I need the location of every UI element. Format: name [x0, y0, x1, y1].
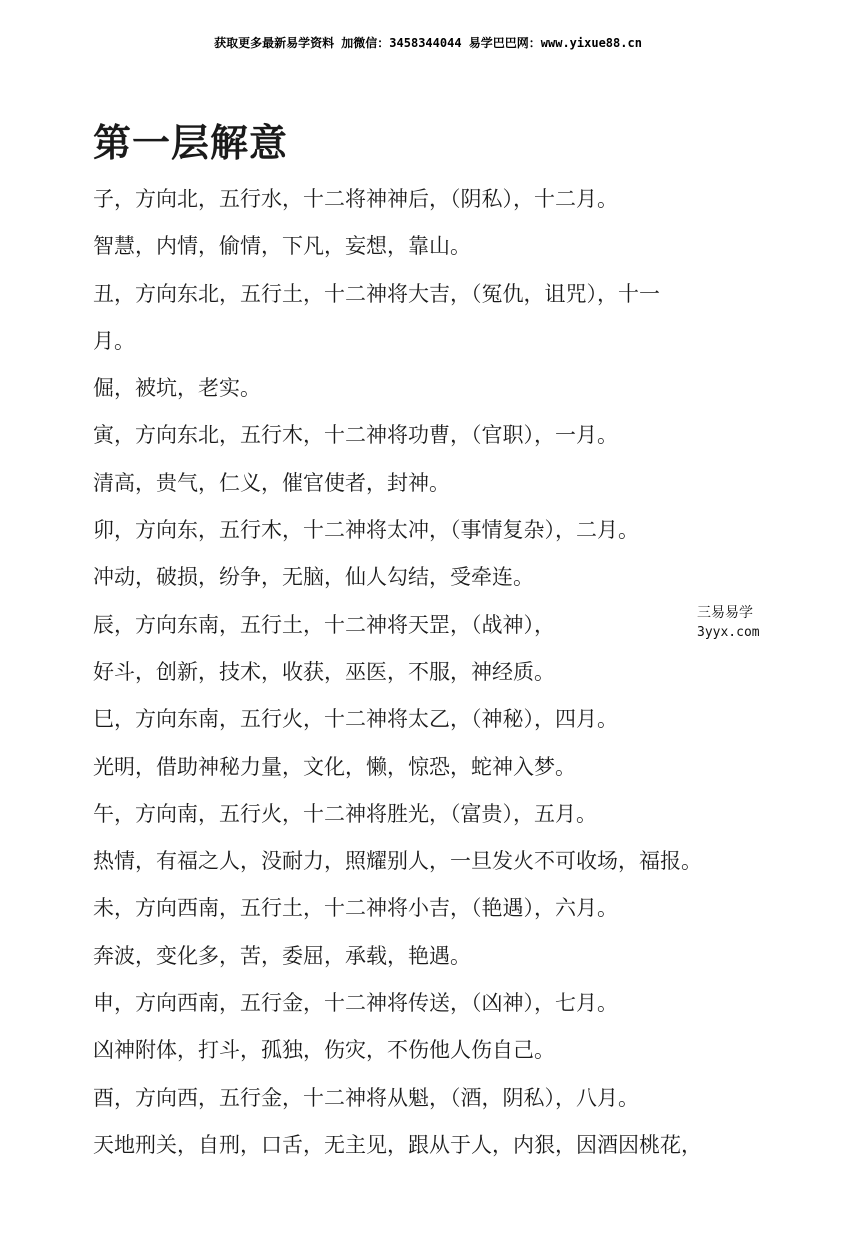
watermark-logo [697, 604, 760, 642]
watermark-en: 3yyx.com [697, 625, 760, 640]
document-body [93, 180, 773, 1173]
text-line: 卯，方向东，五行木，十二神将太冲，（事情复杂），二月。 [93, 518, 639, 543]
watermark-cn: 三易易学 [697, 605, 753, 621]
text-line: 寅，方向东北，五行木，十二神将功曹，（官职），一月。 [93, 423, 618, 448]
text-line: 辰，方向东南，五行土，十二神将天罡，（战神）， [93, 612, 555, 637]
text-line: 巳，方向东南，五行火，十二神将太乙，（神秘），四月。 [93, 707, 618, 732]
text-line: 月。 [93, 328, 135, 353]
text-line: 好斗，创新，技术，收获，巫医，不服，神经质。 [93, 659, 555, 684]
text-line: 丑，方向东北，五行土，十二神将大吉，（冤仇，诅咒），十一 [93, 281, 660, 306]
text-line: 倔，被坑，老实。 [93, 376, 261, 401]
text-line: 光明，借助神秘力量，文化，懒，惊恐，蛇神入梦。 [93, 754, 576, 779]
text-line: 智慧，内情，偷情，下凡，妄想，靠山。 [93, 234, 471, 259]
text-line: 午，方向南，五行火，十二神将胜光，（富贵），五月。 [93, 801, 597, 826]
text-line: 未，方向西南，五行土，十二神将小吉，（艳遇），六月。 [93, 896, 618, 921]
text-line: 冲动，破损，纷争，无脑，仙人勾结，受牵连。 [93, 565, 534, 590]
page-title: 第一层解意 [93, 121, 289, 165]
text-line: 天地刑关，自刑，口舌，无主见，跟从于人，内狠，因酒因桃花， [93, 1132, 702, 1157]
text-line: 子，方向北，五行水，十二将神神后，（阴私），十二月。 [93, 187, 618, 211]
text-line: 热情，有福之人，没耐力，照耀别人，一旦发火不可收场，福报。 [93, 849, 702, 874]
page-header: 获取更多最新易学资料 加微信：3458344044 易学巴巴网：www.yixue88.cn [214, 36, 642, 50]
text-line: 奔波，变化多，苦，委屈，承载，艳遇。 [93, 943, 471, 968]
text-line: 清高，贵气，仁义，催官使者，封神。 [93, 470, 450, 495]
text-line: 酉，方向西，五行金，十二神将从魁，（酒，阴私），八月。 [93, 1085, 639, 1110]
text-line: 申，方向西南，五行金，十二神将传送，（凶神），七月。 [93, 991, 618, 1016]
text-line: 凶神附体，打斗，孤独，伤灾，不伤他人伤自己。 [93, 1038, 555, 1063]
